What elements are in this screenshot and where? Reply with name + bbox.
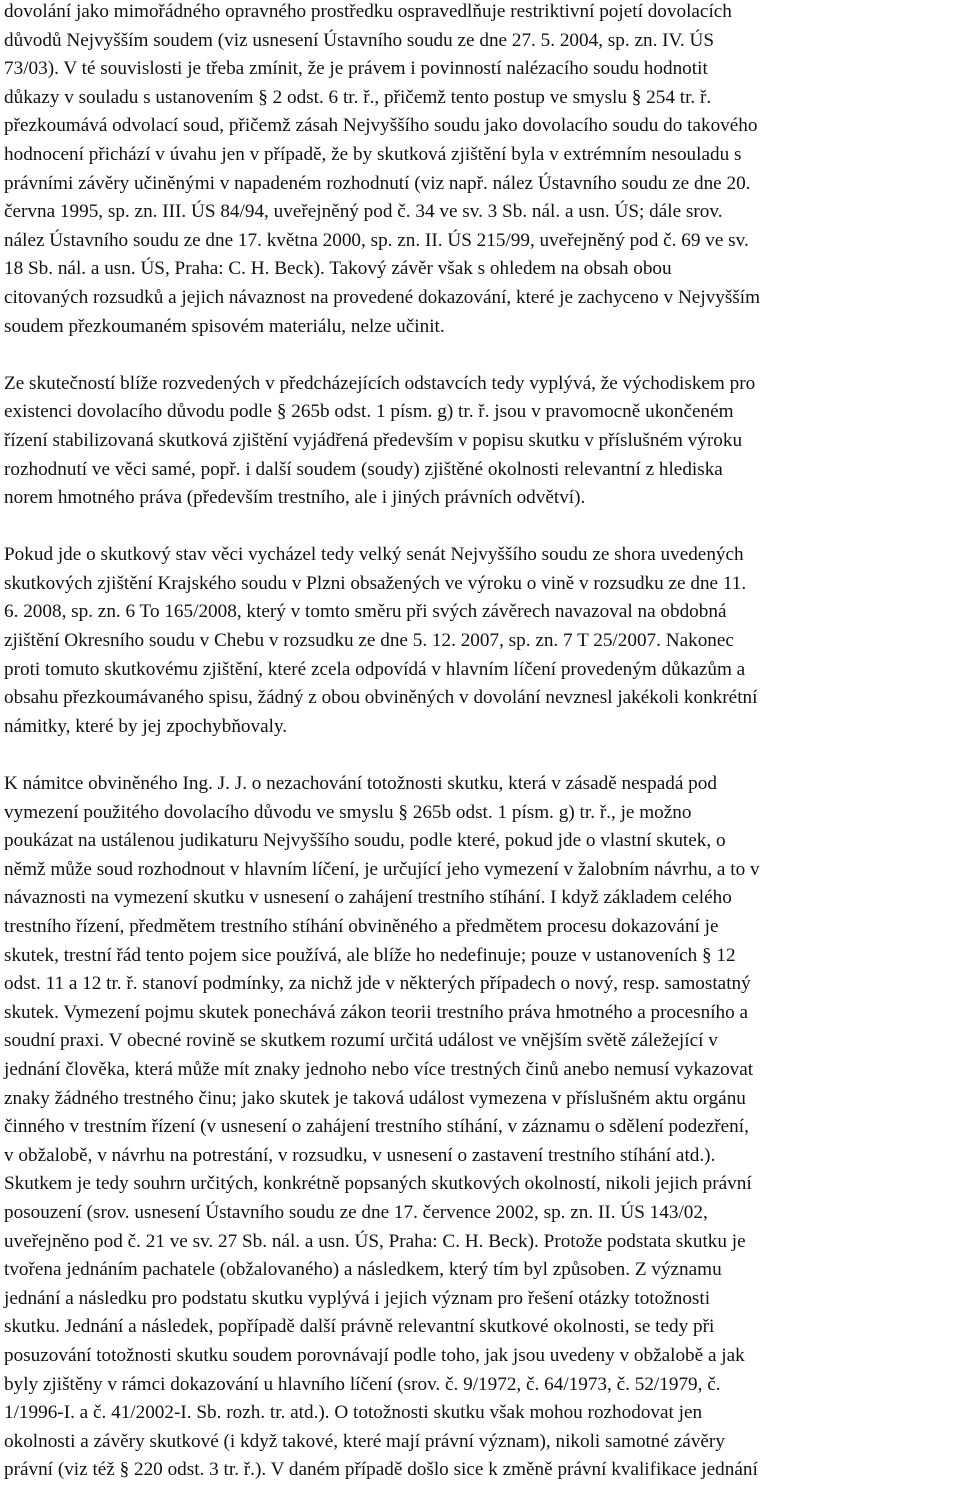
text-line: existenci dovolacího důvodu podle § 265b odst. 1 písm. g) tr. ř. jsou v pravomocně ukončeném — [4, 401, 734, 423]
text-line: němž může soud rozhodnout v hlavním líčení, je určující jeho vymezení v žalobním návrhu, a to v — [4, 858, 760, 880]
text-line: Skutkem je tedy souhrn určitých, konkrétně popsaných skutkových okolností, nikoli jejich právní — [4, 1173, 752, 1195]
paragraph-4 — [4, 770, 956, 1485]
text-line: dovolání jako mimořádného opravného prostředku ospravedlňuje restriktivní pojetí dovolacích — [4, 1, 732, 22]
text-line: tvořena jednáním pachatele (obžalovaného) a následkem, který tím byl způsoben. Z významu — [4, 1259, 722, 1281]
text-line: zjištění Okresního soudu v Chebu v rozsudku ze dne 5. 12. 2007, sp. zn. 7 T 25/2007. Nakonec — [4, 630, 734, 652]
text-line: přezkoumává odvolací soud, přičemž zásah Nejvyššího soudu jako dovolacího soudu do takového — [4, 115, 758, 137]
text-line: posouzení (srov. usnesení Ústavního soudu ze dne 17. července 2002, sp. zn. II. ÚS 143/02, — [4, 1201, 708, 1223]
text-line: soudem přezkoumaném spisovém materiálu, nelze učinit. — [4, 315, 445, 337]
paragraph-spacer — [4, 341, 956, 370]
paragraph-3 — [4, 541, 956, 741]
text-line: skutkových zjištění Krajského soudu v Plzni obsažených ve výroku o vině v rozsudku ze dne 11. — [4, 572, 747, 594]
text-line: 1/1996-I. a č. 41/2002-I. Sb. rozh. tr. atd.). O totožnosti skutku však mohou rozhodovat jen — [4, 1402, 703, 1424]
text-line: rozhodnutí ve věci samé, popř. i další soudem (soudy) zjištěné okolnosti relevantní z hlediska — [4, 458, 723, 480]
text-line: činného v trestním řízení (v usnesení o zahájení trestního stíhání, v záznamu o sdělení podezření, — [4, 1116, 749, 1138]
text-line: důvodů Nejvyšším soudem (viz usnesení Ústavního soudu ze dne 27. 5. 2004, sp. zn. IV. ÚS — [4, 29, 715, 51]
text-line: řízení stabilizovaná skutková zjištění vyjádřená především v popisu skutku v příslušném výroku — [4, 429, 743, 451]
text-line: hodnocení přichází v úvahu jen v případě, že by skutková zjištění byla v extrémním nesouladu s — [4, 143, 742, 165]
text-line: Pokud jde o skutkový stav věci vycházel tedy velký senát Nejvyššího soudu ze shora uvedených — [4, 544, 744, 566]
text-line: norem hmotného práva (především trestního, ale i jiných právních odvětví). — [4, 487, 586, 509]
text-line: právní (viz též § 220 odst. 3 tr. ř.). V daném případě došlo sice k změně právní kvalifikace jednání — [4, 1459, 758, 1481]
text-line: 6. 2008, sp. zn. 6 To 165/2008, který v tomto směru při svých závěrech navazoval na obdobná — [4, 601, 727, 623]
text-line: vymezení použitého dovolacího důvodu ve smyslu § 265b odst. 1 písm. g) tr. ř., je možno — [4, 801, 692, 823]
text-line: soudní praxi. V obecné rovině se skutkem rozumí určitá událost ve vnějším světě záležející v — [4, 1030, 718, 1052]
text-line: června 1995, sp. zn. III. ÚS 84/94, uveřejněný pod č. 34 ve sv. 3 Sb. nál. a usn. ÚS; dále srov. — [4, 201, 723, 223]
text-line: skutek, trestní řád tento pojem sice používá, ale blíže ho nedefinuje; pouze v ustanoveních § 12 — [4, 944, 736, 966]
text-line: jednání člověka, která může mít znaky jednoho nebo více trestných činů anebo nemusí vykazovat — [4, 1058, 754, 1080]
text-line: K námitce obviněného Ing. J. J. o nezachování totožnosti skutku, která v zásadě nespadá pod — [4, 773, 717, 795]
text-line: nález Ústavního soudu ze dne 17. května 2000, sp. zn. II. ÚS 215/99, uveřejněný pod č. 69 ve sv. — [4, 229, 749, 251]
text-line: námitky, které by jej zpochybňovaly. — [4, 715, 288, 737]
text-line: Ze skutečností blíže rozvedených v předcházejících odstavcích tedy vyplývá, že východiskem pro — [4, 372, 756, 394]
text-line: odst. 11 a 12 tr. ř. stanoví podmínky, za nichž jde v některých případech o nový, resp. samostatný — [4, 973, 751, 995]
text-line: jednání a následku pro podstatu skutku vyplývá i jejich význam pro řešení otázky totožnosti — [4, 1287, 711, 1309]
text-line: uveřejněno pod č. 21 ve sv. 27 Sb. nál. a usn. ÚS, Praha: C. H. Beck). Protože podstata skutku je — [4, 1230, 746, 1252]
text-line: proti tomuto skutkovému zjištění, které zcela odpovídá v hlavním líčení provedeným důkazům a — [4, 658, 746, 680]
text-line: znaky žádného trestného činu; jako skutek je taková událost vymezena v příslušném aktu orgánu — [4, 1087, 746, 1109]
text-line: okolnosti a závěry skutkové (i když takové, které mají právní význam), nikoli samotné závěry — [4, 1430, 725, 1452]
text-line: návaznosti na vymezení skutku v usnesení o zahájení trestního stíhání. I když základem celého — [4, 887, 732, 909]
text-line: posuzování totožnosti skutku soudem porovnávají podle toho, jak jsou uvedeny v obžalobě a jak — [4, 1344, 745, 1366]
text-line: citovaných rozsudků a jejich návaznost na provedené dokazování, které je zachyceno v Nejvyšším — [4, 286, 761, 308]
text-line: skutek. Vymezení pojmu skutek ponechává zákon teorii trestního práva hmotného a procesního a — [4, 1001, 749, 1023]
text-line: důkazy v souladu s ustanovením § 2 odst. 6 tr. ř., přičemž tento postup ve smyslu § 254 tr. ř. — [4, 86, 712, 108]
text-line: 18 Sb. nál. a usn. ÚS, Praha: C. H. Beck). Takový závěr však s ohledem na obsah obou — [4, 258, 672, 280]
paragraph-1 — [4, 0, 956, 341]
text-line: v obžalobě, v návrhu na potrestání, v rozsudku, v usnesení o zastavení trestního stíhání atd.). — [4, 1144, 716, 1166]
text-line: skutku. Jednání a následek, popřípadě další právně relevantní skutkové okolnosti, se tedy při — [4, 1316, 715, 1338]
text-line: trestního řízení, předmětem trestního stíhání obviněného a předmětem procesu dokazování je — [4, 916, 719, 937]
paragraph-spacer — [4, 741, 956, 770]
text-line: právními závěry učiněnými v napadeném rozhodnutí (viz např. nález Ústavního soudu ze dne 20. — [4, 172, 751, 194]
text-line: obsahu přezkoumávaného spisu, žádný z obou obviněných v dovolání nevznesl jakékoli konkrétní — [4, 687, 758, 709]
text-line: 73/03). V té souvislosti je třeba zmínit, že je právem i povinností nalézacího soudu hodnotit — [4, 58, 708, 80]
text-line: poukázat na ustálenou judikaturu Nejvyššího soudu, podle které, pokud jde o vlastní skutek, o — [4, 830, 726, 852]
document-page — [4, 0, 956, 1485]
paragraph-spacer — [4, 513, 956, 542]
paragraph-2 — [4, 370, 956, 513]
text-line: byly zjištěny v rámci dokazování u hlavního líčení (srov. č. 9/1972, č. 64/1973, č. 52/1979, č. — [4, 1373, 721, 1395]
